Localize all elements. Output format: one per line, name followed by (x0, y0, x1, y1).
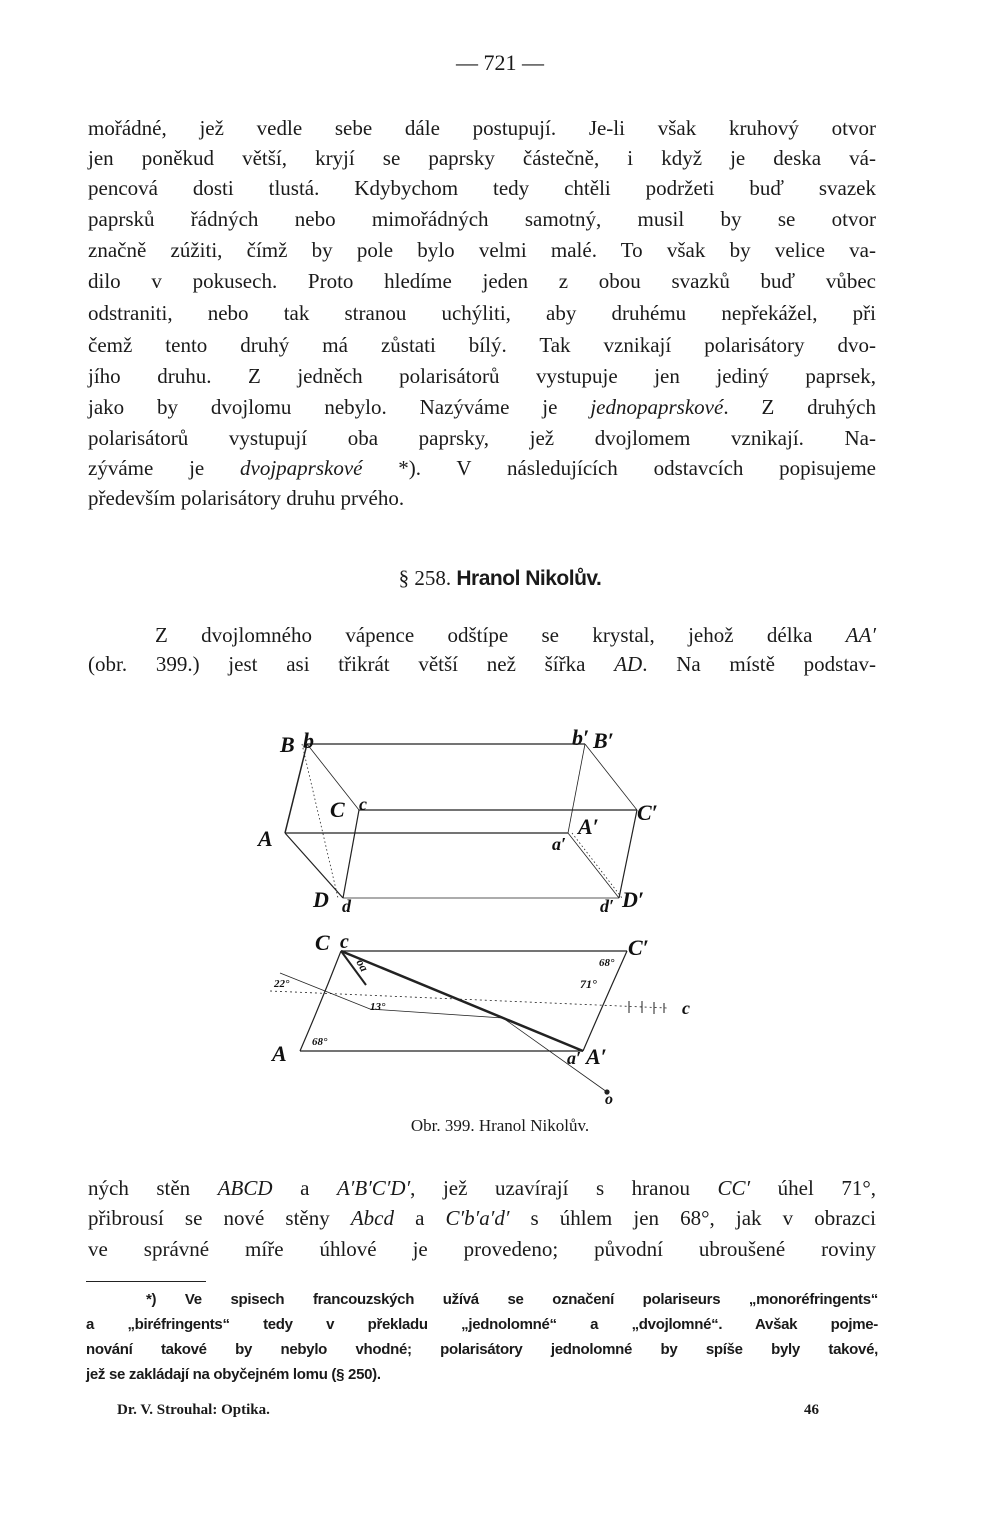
text-segment: čemž tento druhý má zůstati bílý. Tak vznikají polarisátory dvo- (88, 333, 876, 357)
prism-section-view (270, 951, 667, 1094)
label-b-prime: b′ (572, 725, 590, 750)
footnote-line: nování takové by nebylo vhodné; polarisátory jednolomné by spíše byly takové, (86, 1341, 878, 1358)
text-segment: jího druhu. Z jedněch polarisátorů vystupuje jen jediný paprsek, (88, 364, 876, 388)
italic-term: ABCD (217, 1176, 273, 1200)
label-D-prime: D′ (622, 887, 645, 912)
text-segment: , jež uzavírají s hranou (410, 1176, 718, 1200)
text-segment: pencová dosti tlustá. Kdybychom tedy chtěli podržeti buď svazek (88, 176, 876, 200)
text-segment: jako by dvojlomu nebylo. Nazýváme je (88, 395, 591, 419)
text-segment: přibrousí se nové stěny (88, 1206, 351, 1230)
label-b: b (303, 728, 314, 753)
text-segment: s úhlem jen 68°, jak v obrazci (509, 1206, 876, 1230)
text-segment: polarisátorů vystupují oba paprsky, jež dvojlomem vznikají. Na- (88, 426, 876, 450)
footnote-line: *) Ve spisech francouzských užívá se označení polariseurs „monoréfringents“ (146, 1291, 878, 1308)
label-C: C (330, 797, 345, 822)
italic-term: dvojpaprskové (240, 456, 363, 480)
label-a-prime: a′ (552, 834, 567, 854)
label-section-c: c (340, 931, 349, 953)
text-segment: Z dvojlomného vápence odštípe se krystal, jehož délka (155, 623, 846, 647)
label-section-a-prime: a′ (567, 1048, 582, 1068)
text-segment: ve správné míře úhlové je provedeno; původní ubroušené roviny (88, 1237, 876, 1261)
label-section-C: C (315, 930, 330, 955)
footnote-rule (86, 1281, 206, 1282)
text-segment: dilo v pokusech. Proto hledíme jeden z obou svazků buď vůbec (88, 269, 876, 293)
text-segment: (obr. 399.) jest asi třikrát větší než šířka (88, 652, 615, 676)
angle-68-left: 68° (312, 1036, 328, 1048)
label-d-prime: d′ (600, 896, 615, 916)
text-line (88, 1175, 876, 1201)
text-segment: jen poněkud větší, kryjí se paprsky částečně, i když je deska vá- (88, 146, 876, 170)
italic-term: AD (614, 652, 643, 676)
footnote-line: a „biréfringents“ tedy v překladu „jednolomné“ a „dvojlomné“. Avšak pojme- (86, 1316, 878, 1333)
text-segment: . Na místě podstav- (642, 652, 876, 676)
italic-term: A′B′C′D′ (336, 1176, 411, 1200)
label-d: d (342, 896, 351, 916)
text-segment: značně zúžiti, čímž by pole bylo velmi malé. To však by velice va- (88, 238, 876, 262)
label-o: o (605, 1091, 613, 1108)
label-section-A: A (272, 1041, 287, 1066)
text-segment: ných stěn (88, 1176, 218, 1200)
angle-71: 71° (580, 977, 597, 991)
text-segment: *). V následujících odstavcích popisujeme (362, 456, 876, 480)
label-section-A-prime: A′ (586, 1044, 607, 1069)
label-A-prime: A′ (578, 814, 599, 839)
angle-13: 13° (370, 1001, 386, 1013)
footnote-line: jež se zakládají na obyčejném lomu (§ 250). (86, 1366, 381, 1383)
label-c: c (359, 794, 367, 814)
text-segment: především polarisátory druhu prvého. (88, 486, 405, 510)
label-oa: oa (353, 956, 372, 974)
italic-term: C′b′a′d′ (445, 1206, 510, 1230)
angle-68-right: 68° (599, 957, 615, 969)
text-segment: mořádné, jež vedle sebe dále postupují. Je-li však kruhový otvor (88, 116, 876, 140)
text-line (88, 1236, 876, 1262)
label-B-prime: B′ (593, 728, 614, 753)
text-segment: paprsků řádných nebo mimořádných samotný, musil by se otvor (88, 207, 876, 231)
italic-term: Abcd (350, 1206, 395, 1230)
text-segment: . Z druhých (723, 395, 876, 419)
label-D: D (313, 887, 329, 912)
page-number: — 721 — (456, 50, 544, 75)
section-number: § 258. (398, 566, 452, 590)
label-section-C-prime: C′ (628, 935, 649, 960)
text-segment: a (272, 1176, 337, 1200)
footer-author: Dr. V. Strouhal: Optika. (117, 1402, 270, 1418)
label-optic-axis-c: c (682, 998, 690, 1018)
text-segment: úhel 71°, (750, 1176, 877, 1200)
figure-caption: Obr. 399. Hranol Nikolův. (410, 1116, 590, 1135)
text-segment: a (394, 1206, 446, 1230)
label-A: A (258, 826, 273, 851)
label-B: B (280, 732, 295, 757)
text-line (88, 1205, 876, 1231)
angle-22: 22° (274, 978, 290, 990)
footer-sheet-number: 46 (804, 1402, 819, 1418)
italic-term: jednopaprskové (590, 395, 724, 419)
label-C-prime: C′ (637, 800, 658, 825)
text-segment: zýváme je (88, 456, 241, 480)
section-title: Hranol Nikolův. (456, 567, 602, 590)
italic-term: AA′ (845, 623, 876, 647)
text-segment: odstraniti, nebo tak stranou uchýliti, aby druhému nepřekážel, při (88, 301, 876, 325)
italic-term: CC′ (717, 1176, 751, 1200)
